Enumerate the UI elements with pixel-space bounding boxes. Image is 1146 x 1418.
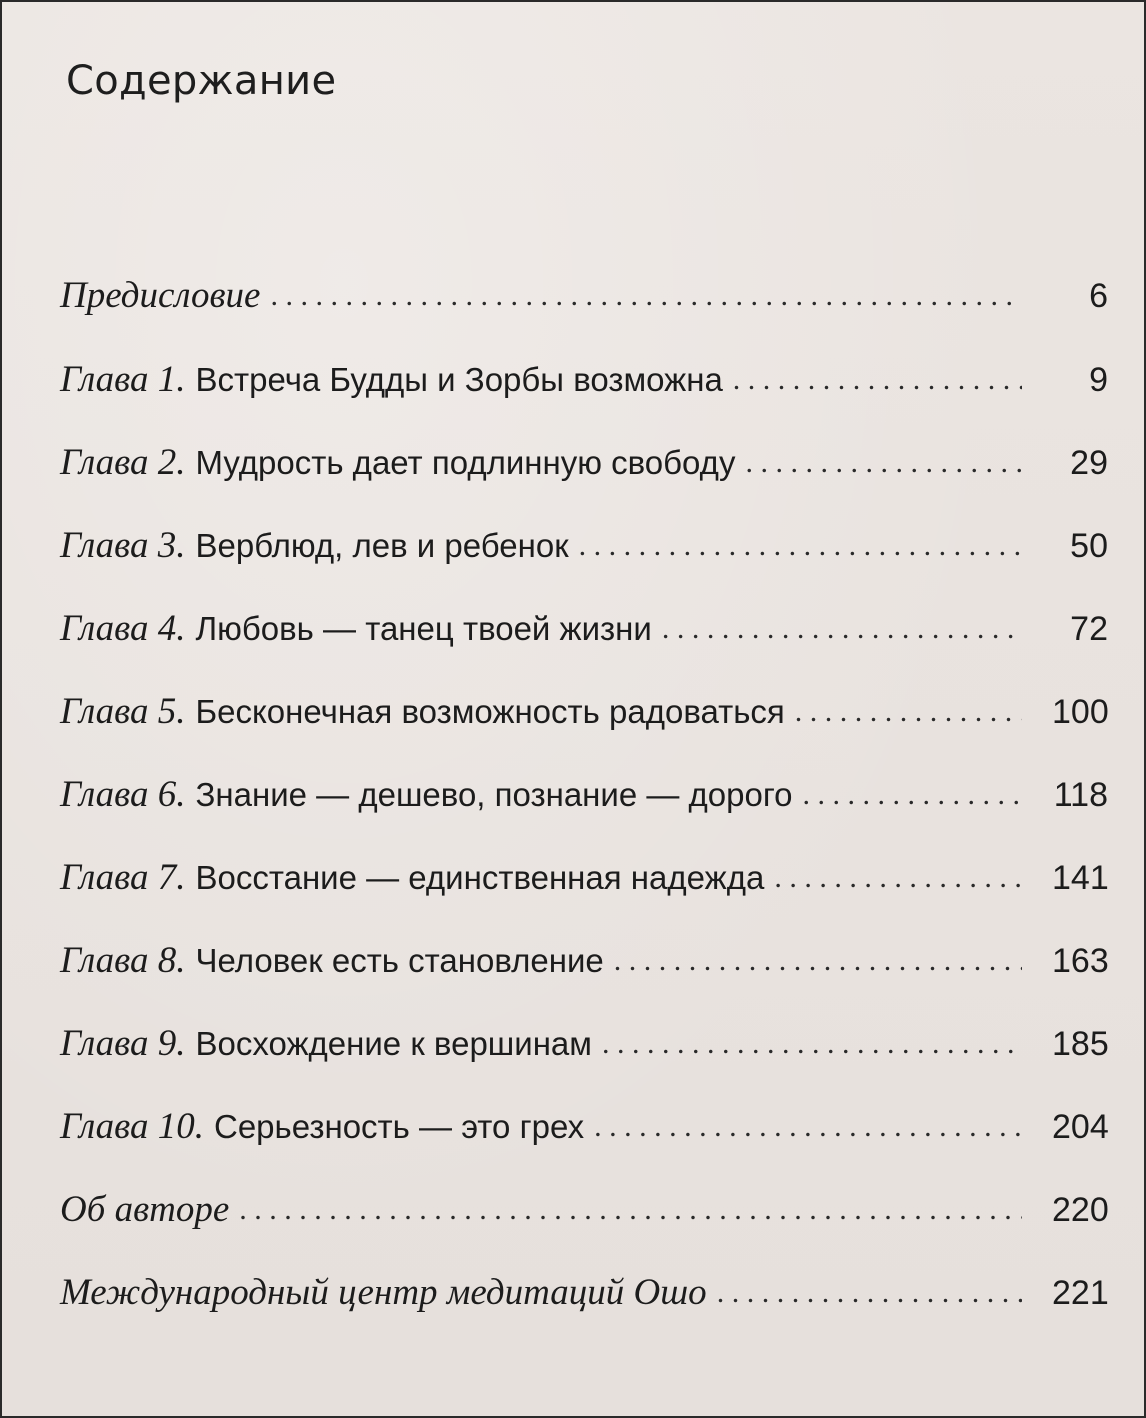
toc-entry[interactable] xyxy=(60,753,1108,836)
toc-entry-label: Глава 3. xyxy=(60,525,186,566)
toc-entry-title: Любовь — танец твоей жизни xyxy=(195,610,652,647)
toc-page-number: 204 xyxy=(1052,1108,1109,1146)
toc-page-number: 141 xyxy=(1052,859,1109,897)
toc-entry-label: Глава 4. xyxy=(60,608,186,649)
dot-leader xyxy=(579,504,1022,587)
dot-leader xyxy=(270,254,1022,337)
toc-entry[interactable] xyxy=(60,836,1108,919)
dot-leader xyxy=(594,1085,1022,1168)
toc-page-number: 185 xyxy=(1052,1025,1109,1063)
toc-entry-label: Об авторе xyxy=(60,1189,230,1230)
toc-entry-label: Глава 6. xyxy=(60,774,186,815)
dot-leader xyxy=(602,1002,1022,1085)
toc-entry-label: Глава 9. xyxy=(60,1023,186,1064)
toc-entry[interactable] xyxy=(60,670,1108,753)
toc-entry[interactable] xyxy=(60,1085,1108,1168)
dot-leader xyxy=(614,919,1022,1002)
dot-leader xyxy=(774,836,1022,919)
toc-entry[interactable] xyxy=(60,1251,1108,1334)
toc-entry[interactable] xyxy=(60,338,1108,421)
toc-page-number: 118 xyxy=(1053,776,1108,814)
toc-entry[interactable] xyxy=(60,421,1108,504)
dot-leader xyxy=(745,421,1022,504)
dot-leader xyxy=(733,338,1022,421)
dot-leader xyxy=(795,670,1022,753)
table-of-contents xyxy=(60,254,1108,1334)
toc-entry[interactable] xyxy=(60,254,1108,338)
toc-entry-title: Восстание — единственная надежда xyxy=(195,859,765,896)
toc-entry-title: Мудрость дает подлинную свободу xyxy=(195,444,736,481)
toc-page-number: 50 xyxy=(1070,527,1108,565)
toc-entry-label: Глава 7. xyxy=(60,857,186,898)
toc-entry-label: Глава 2. xyxy=(60,442,186,483)
dot-leader xyxy=(662,587,1022,670)
toc-page-number: 6 xyxy=(1089,277,1108,315)
toc-entry-title: Знание — дешево, познание — дорого xyxy=(195,776,793,813)
toc-entry-label: Глава 10. xyxy=(60,1106,204,1147)
toc-entry-label: Глава 1. xyxy=(60,359,186,400)
toc-page-number: 221 xyxy=(1052,1274,1109,1312)
toc-page-number: 220 xyxy=(1052,1191,1109,1229)
toc-entry[interactable] xyxy=(60,1168,1108,1251)
dot-leader xyxy=(239,1168,1022,1251)
toc-entry-label: Международный центр медитаций Ошо xyxy=(60,1272,707,1313)
toc-page-number: 100 xyxy=(1052,693,1109,731)
toc-entry[interactable] xyxy=(60,587,1108,670)
dot-leader xyxy=(803,753,1022,836)
toc-entry[interactable] xyxy=(60,504,1108,587)
toc-entry-label: Глава 8. xyxy=(60,940,186,981)
toc-entry-title: Верблюд, лев и ребенок xyxy=(195,527,569,564)
toc-entry-title: Встреча Будды и Зорбы возможна xyxy=(195,361,723,398)
toc-entry-label: Глава 5. xyxy=(60,691,186,732)
toc-page-number: 163 xyxy=(1052,942,1109,980)
toc-entry[interactable] xyxy=(60,919,1108,1002)
dot-leader xyxy=(717,1251,1022,1334)
toc-page-number: 72 xyxy=(1070,610,1108,648)
toc-page-number: 9 xyxy=(1089,361,1108,399)
toc-entry-title: Бесконечная возможность радоваться xyxy=(195,693,785,730)
toc-page-number: 29 xyxy=(1070,444,1108,482)
toc-entry-label: Предисловие xyxy=(60,275,261,316)
toc-entry-title: Восхождение к вершинам xyxy=(195,1025,592,1062)
toc-entry-title: Серьезность — это грех xyxy=(213,1108,585,1145)
toc-entry-title: Человек есть становление xyxy=(195,942,604,979)
toc-entry[interactable] xyxy=(60,1002,1108,1085)
page-title: Содержание xyxy=(66,58,337,104)
